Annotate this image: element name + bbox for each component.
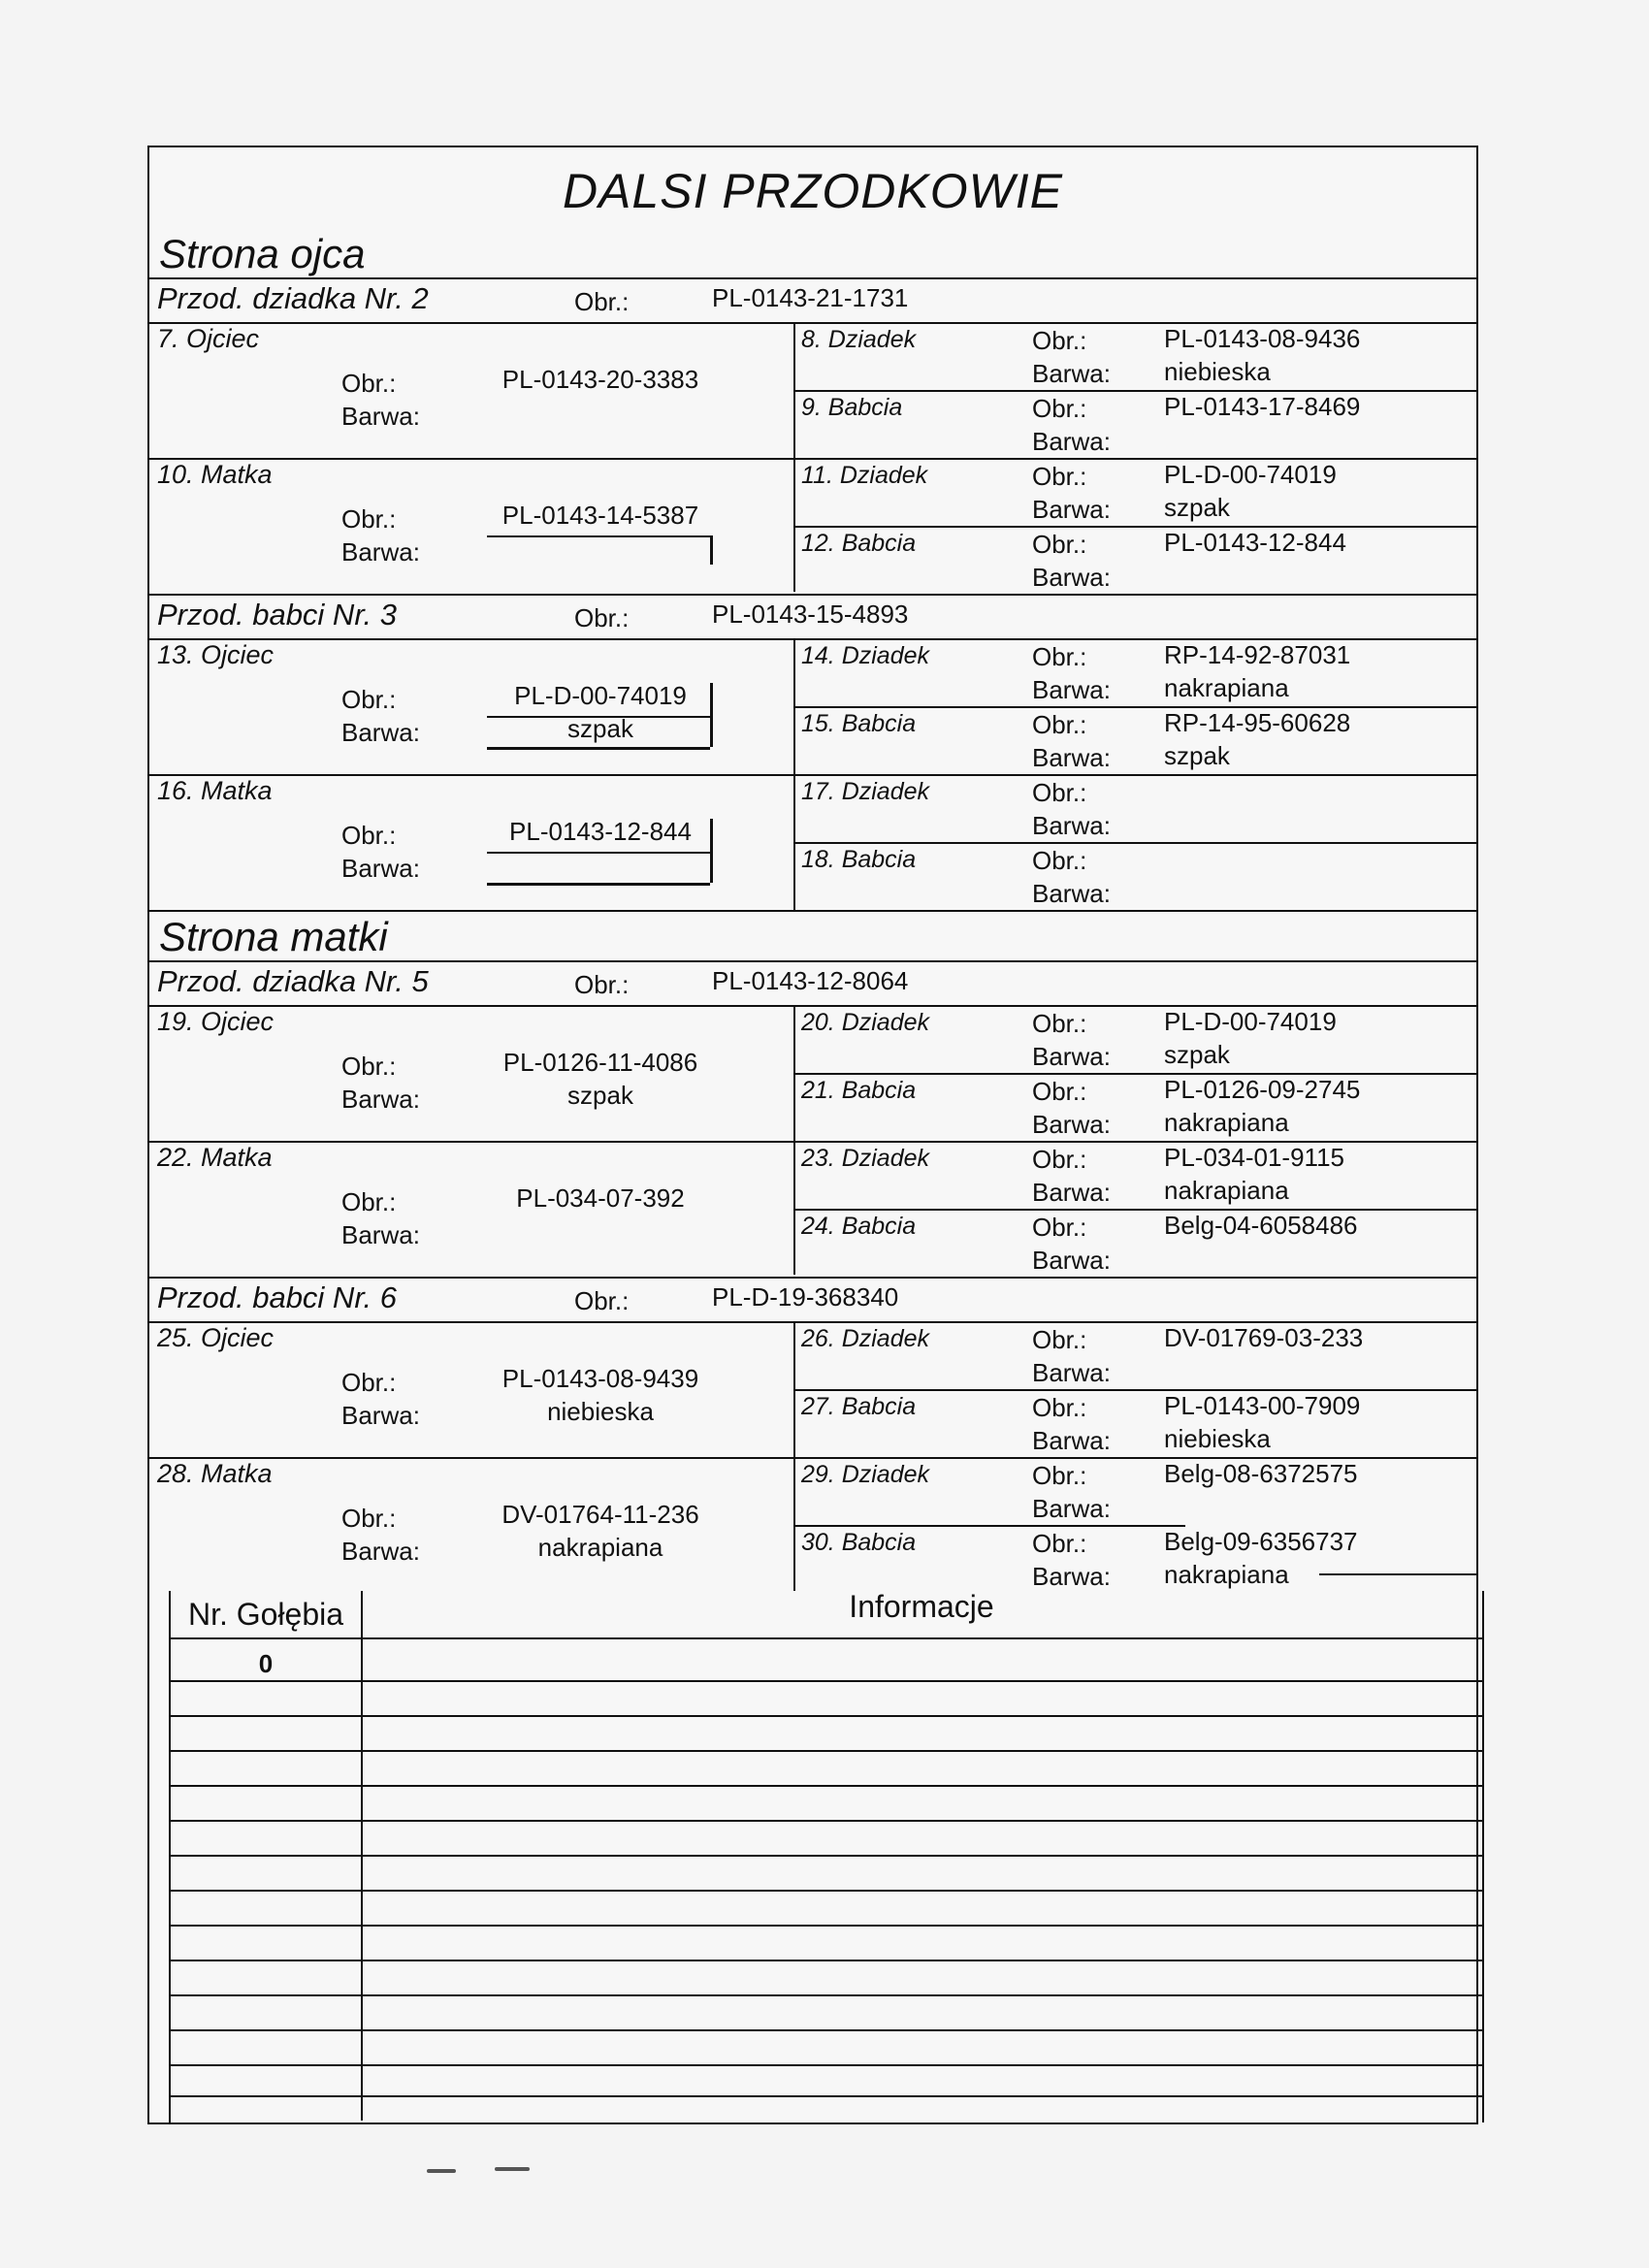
parent-name: 22. Matka bbox=[157, 1143, 273, 1172]
grandparent-name: 12. Babcia bbox=[801, 530, 917, 557]
row-line bbox=[171, 1855, 1482, 1857]
obr-label: Obr.: bbox=[1032, 1009, 1087, 1038]
grandparent-name: 18. Babcia bbox=[801, 846, 917, 873]
barwa-label: Barwa: bbox=[1032, 1426, 1111, 1455]
column-header-information: Informacje bbox=[849, 1589, 994, 1624]
barwa-label: Barwa: bbox=[341, 1537, 420, 1566]
bracket-line bbox=[487, 747, 710, 750]
obr-label: Obr.: bbox=[1032, 462, 1087, 491]
obr-label: Obr.: bbox=[1032, 846, 1087, 875]
obr-label: Obr.: bbox=[341, 1504, 397, 1533]
barwa-label: Barwa: bbox=[1032, 1110, 1111, 1139]
barwa-label: Barwa: bbox=[1032, 1178, 1111, 1207]
grandparent-8-dziadek bbox=[795, 322, 1478, 390]
obr-label: Obr.: bbox=[1032, 642, 1087, 671]
bracket-line bbox=[487, 535, 710, 537]
barwa-value: szpak bbox=[567, 714, 633, 743]
grandparent-name: 8. Dziadek bbox=[801, 326, 917, 353]
parent-28-matka bbox=[149, 1457, 793, 1593]
obr-label: Obr.: bbox=[574, 1286, 630, 1315]
obr-value: PL-034-07-392 bbox=[516, 1183, 685, 1213]
grandparent-name: 29. Dziadek bbox=[801, 1461, 930, 1488]
obr-value: PL-0143-08-9436 bbox=[1164, 324, 1361, 353]
group-header-grandfather-2 bbox=[149, 277, 1476, 324]
barwa-label: Barwa: bbox=[1032, 879, 1111, 908]
obr-label: Obr.: bbox=[1032, 1325, 1087, 1354]
group-header-grandfather-5 bbox=[149, 960, 1476, 1007]
barwa-value: szpak bbox=[1164, 741, 1230, 770]
row-line bbox=[171, 1820, 1482, 1822]
grandparent-name: 17. Dziadek bbox=[801, 778, 930, 805]
obr-value: PL-D-00-74019 bbox=[1164, 1007, 1337, 1036]
parent-name: 19. Ojciec bbox=[157, 1007, 275, 1036]
obr-label: Obr.: bbox=[1032, 530, 1087, 559]
row-line bbox=[171, 1637, 1482, 1639]
barwa-value: nakrapiana bbox=[1164, 673, 1289, 702]
grandparent-14-dziadek bbox=[795, 638, 1478, 706]
barwa-label: Barwa: bbox=[341, 854, 420, 883]
barwa-label: Barwa: bbox=[1032, 811, 1111, 840]
grandparent-17-dziadek bbox=[795, 774, 1478, 842]
barwa-label: Barwa: bbox=[1032, 675, 1111, 704]
row-line bbox=[171, 2029, 1482, 2031]
obr-label: Obr.: bbox=[341, 1187, 397, 1216]
obr-value: PL-0143-15-4893 bbox=[712, 599, 909, 629]
obr-value: PL-0143-08-9439 bbox=[501, 1364, 699, 1393]
obr-label: Obr.: bbox=[574, 603, 630, 632]
row-line bbox=[171, 1890, 1482, 1892]
parent-name: 7. Ojciec bbox=[157, 324, 260, 353]
form-title: DALSI PRZODKOWIE bbox=[562, 164, 1064, 218]
obr-value: PL-0143-12-844 bbox=[1164, 528, 1346, 557]
obr-value: DV-01764-11-236 bbox=[501, 1500, 699, 1529]
group-label: Przod. dziadka Nr. 5 bbox=[157, 964, 429, 998]
grandparent-11-dziadek bbox=[795, 458, 1478, 526]
obr-label: Obr.: bbox=[341, 685, 397, 714]
group-header-grandmother-3 bbox=[149, 594, 1476, 640]
barwa-value: niebieska bbox=[547, 1397, 654, 1426]
group-header-grandmother-6 bbox=[149, 1277, 1476, 1323]
barwa-label: Barwa: bbox=[1032, 359, 1111, 388]
divider bbox=[149, 910, 1476, 912]
obr-label: Obr.: bbox=[1032, 1393, 1087, 1422]
barwa-label: Barwa: bbox=[341, 402, 420, 431]
row-line bbox=[171, 2095, 1482, 2097]
parent-name: 28. Matka bbox=[157, 1459, 273, 1488]
obr-value: DV-01769-03-233 bbox=[1164, 1323, 1364, 1352]
parent-13-ojciec bbox=[149, 638, 793, 774]
obr-value: PL-0143-12-8064 bbox=[712, 966, 909, 995]
obr-label: Obr.: bbox=[1032, 1145, 1087, 1174]
father-side-heading: Strona ojca bbox=[159, 231, 366, 276]
row-line bbox=[171, 1750, 1482, 1752]
grandparent-name: 11. Dziadek bbox=[801, 462, 928, 489]
barwa-value: nakrapiana bbox=[1164, 1108, 1289, 1137]
row-line bbox=[171, 1680, 1482, 1682]
mother-side-heading: Strona matki bbox=[159, 914, 388, 959]
parent-22-matka bbox=[149, 1141, 793, 1277]
parent-name: 25. Ojciec bbox=[157, 1323, 275, 1352]
grandparent-name: 30. Babcia bbox=[801, 1529, 917, 1556]
obr-value: PL-0143-14-5387 bbox=[501, 501, 699, 530]
grandparent-23-dziadek bbox=[795, 1141, 1478, 1209]
scan-mark bbox=[427, 2169, 456, 2173]
barwa-label: Barwa: bbox=[341, 1220, 420, 1249]
group-label: Przod. babci Nr. 6 bbox=[157, 1280, 397, 1314]
parent-10-matka bbox=[149, 458, 793, 594]
grandparent-18-babcia bbox=[795, 842, 1478, 910]
parent-19-ojciec bbox=[149, 1005, 793, 1141]
barwa-value: niebieska bbox=[1164, 357, 1271, 386]
grandparent-name: 23. Dziadek bbox=[801, 1145, 930, 1172]
parent-name: 10. Matka bbox=[157, 460, 273, 489]
pigeon-number-cell: 0 bbox=[258, 1649, 274, 1678]
row-line bbox=[171, 1715, 1482, 1717]
group-label: Przod. babci Nr. 3 bbox=[157, 598, 397, 632]
obr-label: Obr.: bbox=[1032, 710, 1087, 739]
grandparent-20-dziadek bbox=[795, 1005, 1478, 1073]
parent-7-ojciec bbox=[149, 322, 793, 458]
barwa-label: Barwa: bbox=[341, 1401, 420, 1430]
barwa-label: Barwa: bbox=[341, 1085, 420, 1114]
barwa-value: szpak bbox=[567, 1081, 633, 1110]
parent-25-ojciec bbox=[149, 1321, 793, 1457]
obr-value: PL-0143-00-7909 bbox=[1164, 1391, 1361, 1420]
grandparent-26-dziadek bbox=[795, 1321, 1478, 1389]
barwa-value: nakrapiana bbox=[1164, 1560, 1289, 1589]
obr-label: Obr.: bbox=[1032, 394, 1087, 423]
obr-label: Obr.: bbox=[341, 1368, 397, 1397]
info-table bbox=[147, 1591, 1478, 2124]
obr-value: Belg-09-6356737 bbox=[1164, 1527, 1358, 1556]
grandparent-9-babcia bbox=[795, 390, 1478, 458]
grandparent-name: 21. Babcia bbox=[801, 1077, 917, 1104]
grandparent-21-babcia bbox=[795, 1073, 1478, 1141]
obr-label: Obr.: bbox=[341, 504, 397, 534]
grandparent-27-babcia bbox=[795, 1389, 1478, 1457]
barwa-label: Barwa: bbox=[1032, 743, 1111, 772]
obr-value: PL-0143-20-3383 bbox=[501, 365, 699, 394]
bracket-line bbox=[487, 716, 710, 718]
obr-value: Belg-08-6372575 bbox=[1164, 1459, 1358, 1488]
barwa-value: szpak bbox=[1164, 1040, 1230, 1069]
barwa-label: Barwa: bbox=[1032, 1494, 1111, 1523]
obr-label: Obr.: bbox=[1032, 778, 1087, 807]
row-line bbox=[171, 2064, 1482, 2066]
barwa-label: Barwa: bbox=[1032, 563, 1111, 592]
obr-label: Obr.: bbox=[341, 821, 397, 850]
info-table-frame bbox=[169, 1591, 1484, 2122]
barwa-label: Barwa: bbox=[341, 537, 420, 567]
divider bbox=[1319, 1573, 1476, 1575]
barwa-value: szpak bbox=[1164, 493, 1230, 522]
obr-value: PL-0126-09-2745 bbox=[1164, 1075, 1361, 1104]
obr-label: Obr.: bbox=[574, 970, 630, 999]
row-line bbox=[171, 1925, 1482, 1927]
parent-name: 16. Matka bbox=[157, 776, 273, 805]
barwa-label: Barwa: bbox=[341, 718, 420, 747]
barwa-value: nakrapiana bbox=[1164, 1176, 1289, 1205]
grandparent-name: 26. Dziadek bbox=[801, 1325, 930, 1352]
obr-value: RP-14-95-60628 bbox=[1164, 708, 1351, 737]
obr-value: Belg-04-6058486 bbox=[1164, 1211, 1358, 1240]
grandparent-name: 27. Babcia bbox=[801, 1393, 917, 1420]
barwa-label: Barwa: bbox=[1032, 1358, 1111, 1387]
obr-label: Obr.: bbox=[1032, 1529, 1087, 1558]
row-line bbox=[171, 1960, 1482, 1961]
grandparent-15-babcia bbox=[795, 706, 1478, 774]
barwa-value: nakrapiana bbox=[537, 1533, 663, 1562]
obr-value: PL-D-00-74019 bbox=[514, 681, 687, 710]
grandparent-name: 15. Babcia bbox=[801, 710, 917, 737]
grandparent-12-babcia bbox=[795, 526, 1478, 594]
column-header-pigeon-number: Nr. Gołębia bbox=[187, 1597, 344, 1632]
row-line bbox=[171, 1994, 1482, 1996]
obr-label: Obr.: bbox=[341, 1052, 397, 1081]
grandparent-29-dziadek bbox=[795, 1457, 1478, 1525]
obr-label: Obr.: bbox=[574, 287, 630, 316]
grandparent-name: 20. Dziadek bbox=[801, 1009, 930, 1036]
group-label: Przod. dziadka Nr. 2 bbox=[157, 281, 429, 315]
obr-value: PL-0143-21-1731 bbox=[712, 283, 909, 312]
obr-value: PL-D-19-368340 bbox=[712, 1282, 899, 1312]
obr-label: Obr.: bbox=[341, 369, 397, 398]
barwa-value: niebieska bbox=[1164, 1424, 1271, 1453]
obr-value: PL-034-01-9115 bbox=[1164, 1143, 1344, 1172]
bracket-line bbox=[487, 883, 710, 886]
parent-name: 13. Ojciec bbox=[157, 640, 275, 669]
barwa-label: Barwa: bbox=[1032, 1042, 1111, 1071]
grandparent-name: 14. Dziadek bbox=[801, 642, 930, 669]
obr-label: Obr.: bbox=[1032, 326, 1087, 355]
grandparent-name: 24. Babcia bbox=[801, 1213, 917, 1240]
barwa-label: Barwa: bbox=[1032, 1246, 1111, 1275]
grandparent-24-babcia bbox=[795, 1209, 1478, 1277]
barwa-label: Barwa: bbox=[1032, 427, 1111, 456]
obr-label: Obr.: bbox=[1032, 1461, 1087, 1490]
obr-value: PL-0143-12-844 bbox=[509, 817, 692, 846]
barwa-label: Barwa: bbox=[1032, 495, 1111, 524]
bracket-line bbox=[487, 852, 710, 854]
obr-label: Obr.: bbox=[1032, 1213, 1087, 1242]
obr-value: RP-14-92-87031 bbox=[1164, 640, 1351, 669]
obr-value: PL-0143-17-8469 bbox=[1164, 392, 1361, 421]
obr-value: PL-0126-11-4086 bbox=[502, 1048, 698, 1077]
bracket-line bbox=[710, 819, 713, 883]
bracket-line bbox=[710, 683, 713, 747]
grandparent-name: 9. Babcia bbox=[801, 394, 903, 421]
row-line bbox=[171, 1785, 1482, 1787]
barwa-label: Barwa: bbox=[1032, 1562, 1111, 1591]
parent-16-matka bbox=[149, 774, 793, 910]
bracket-line bbox=[710, 535, 713, 565]
scan-mark bbox=[495, 2167, 530, 2171]
obr-label: Obr.: bbox=[1032, 1077, 1087, 1106]
obr-value: PL-D-00-74019 bbox=[1164, 460, 1337, 489]
